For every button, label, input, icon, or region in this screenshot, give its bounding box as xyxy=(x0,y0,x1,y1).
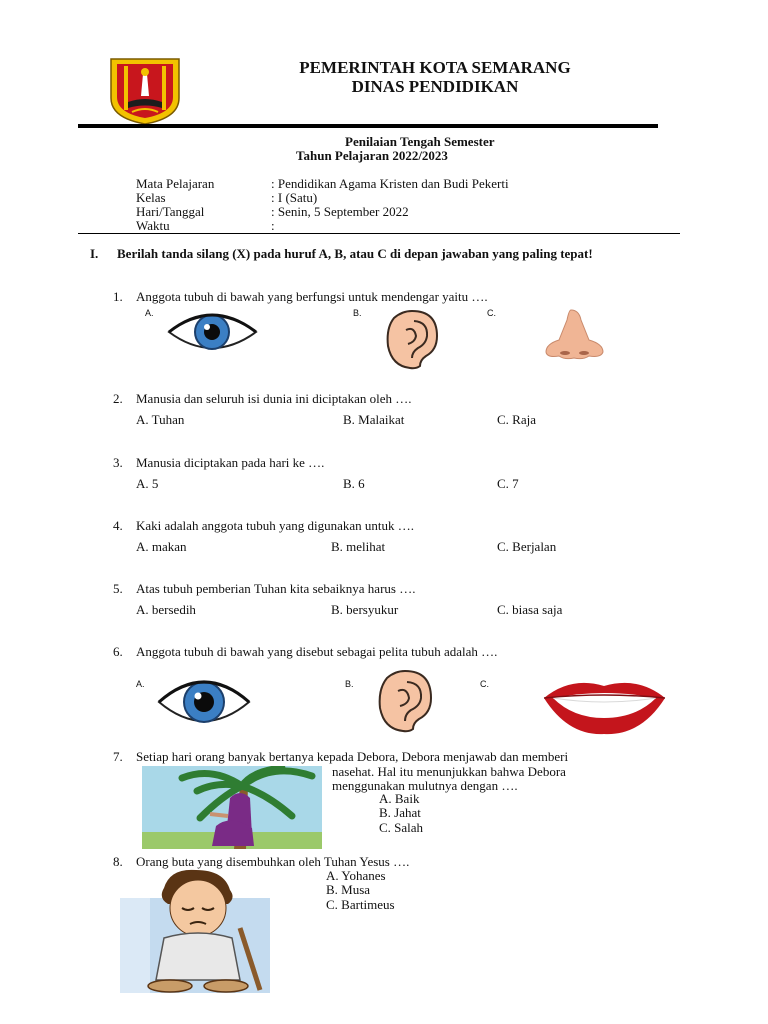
option-label-a: A. xyxy=(145,308,154,318)
info-label-subject: Mata Pelajaran xyxy=(136,176,215,191)
option-b[interactable]: B. 6 xyxy=(343,476,365,491)
exam-year: Tahun Pelajaran 2022/2023 xyxy=(296,148,448,163)
question-number: 6. xyxy=(113,644,123,659)
question-text: Setiap hari orang banyak bertanya kepada Debora, Debora menjawab dan memberi xyxy=(136,749,569,764)
eye-image[interactable] xyxy=(165,306,260,358)
info-value-class: : I (Satu) xyxy=(271,190,318,205)
question-text: Kaki adalah anggota tubuh yang digunakan untuk …. xyxy=(136,518,414,533)
city-crest-logo xyxy=(108,56,182,126)
option-label-b: B. xyxy=(345,679,354,689)
nose-image[interactable] xyxy=(541,308,608,360)
option-a[interactable]: A. Yohanes xyxy=(326,868,386,883)
info-value-time: : xyxy=(271,218,275,233)
question-number: 4. xyxy=(113,518,123,533)
info-value-date: : Senin, 5 September 2022 xyxy=(271,204,409,219)
option-c[interactable]: C. Bartimeus xyxy=(326,897,395,912)
question-text: Anggota tubuh di bawah yang disebut sebagai pelita tubuh adalah …. xyxy=(136,644,498,659)
eye-image[interactable] xyxy=(155,672,253,732)
bartimaeus-illustration[interactable] xyxy=(120,868,270,998)
question-text: Manusia diciptakan pada hari ke …. xyxy=(136,455,325,470)
question-text: Manusia dan seluruh isi dunia ini diciptakan oleh …. xyxy=(136,391,412,406)
option-a[interactable]: A. bersedih xyxy=(136,602,196,617)
info-label-time: Waktu xyxy=(136,218,170,233)
option-label-a: A. xyxy=(136,679,145,689)
question-text: Anggota tubuh di bawah yang berfungsi untuk mendengar yaitu …. xyxy=(136,289,488,304)
header-government: PEMERINTAH KOTA SEMARANG xyxy=(299,58,571,77)
option-a[interactable]: A. 5 xyxy=(136,476,159,491)
mouth-image[interactable] xyxy=(541,676,668,736)
ear-image[interactable] xyxy=(382,308,442,370)
option-a[interactable]: A. Baik xyxy=(379,791,420,806)
option-b[interactable]: B. melihat xyxy=(331,539,386,554)
option-b[interactable]: B. bersyukur xyxy=(331,602,399,617)
option-c[interactable]: C. 7 xyxy=(497,476,519,491)
question-number: 3. xyxy=(113,455,123,470)
question-text: Orang buta yang disembuhkan oleh Tuhan Yesus …. xyxy=(136,854,410,869)
question-number: 5. xyxy=(113,581,123,596)
option-c[interactable]: C. Berjalan xyxy=(497,539,557,554)
info-label-class: Kelas xyxy=(136,190,166,205)
option-label-c: C. xyxy=(480,679,489,689)
question-number: 2. xyxy=(113,391,123,406)
option-a[interactable]: A. Tuhan xyxy=(136,412,185,427)
option-c[interactable]: C. Raja xyxy=(497,412,536,427)
option-label-c: C. xyxy=(487,308,496,318)
info-divider xyxy=(78,233,680,234)
deborah-illustration[interactable] xyxy=(142,766,322,849)
question-number: 1. xyxy=(113,289,123,304)
option-b[interactable]: B. Malaikat xyxy=(343,412,405,427)
header-divider xyxy=(78,124,658,128)
question-text: nasehat. Hal itu menunjukkan bahwa Debora xyxy=(332,764,566,779)
question-text: menggunakan mulutnya dengan …. xyxy=(332,778,518,793)
option-b[interactable]: B. Musa xyxy=(326,882,371,897)
option-c[interactable]: C. biasa saja xyxy=(497,602,563,617)
option-b[interactable]: B. Jahat xyxy=(379,805,421,820)
option-label-b: B. xyxy=(353,308,362,318)
option-c[interactable]: C. Salah xyxy=(379,820,424,835)
info-label-date: Hari/Tanggal xyxy=(136,204,205,219)
info-value-subject: : Pendidikan Agama Kristen dan Budi Pekerti xyxy=(271,176,509,191)
section-instruction: Berilah tanda silang (X) pada huruf A, B, atau C di depan jawaban yang paling tepat! xyxy=(117,246,593,261)
header-department: DINAS PENDIDIKAN xyxy=(351,77,519,96)
option-a[interactable]: A. makan xyxy=(136,539,187,554)
ear-image[interactable] xyxy=(375,668,435,734)
question-number: 8. xyxy=(113,854,123,869)
question-number: 7. xyxy=(113,749,123,764)
section-number: I. xyxy=(90,246,99,261)
question-text: Atas tubuh pemberian Tuhan kita sebaiknya harus …. xyxy=(136,581,416,596)
exam-title: Penilaian Tengah Semester xyxy=(345,134,495,149)
